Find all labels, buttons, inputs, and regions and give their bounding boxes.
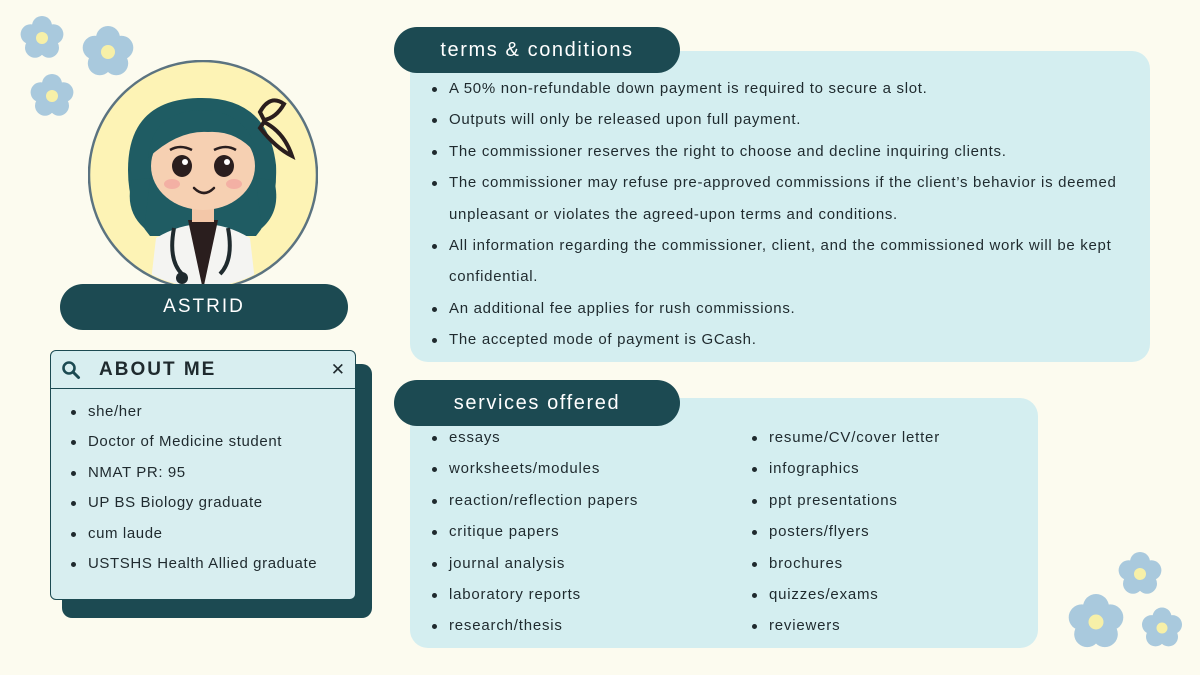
list-item: reviewers (752, 610, 1032, 641)
list-item: cum laude (71, 519, 355, 549)
list-item: Outputs will only be released upon full payment. (432, 104, 1142, 135)
list-item: infographics (752, 453, 1032, 484)
about-title: ABOUT ME (99, 358, 217, 380)
terms-list (432, 73, 1142, 356)
list-item: ppt presentations (752, 485, 1032, 516)
list-item: she/her (71, 397, 355, 427)
list-item: research/thesis (432, 610, 732, 641)
list-item: reaction/reflection papers (432, 485, 732, 516)
doctor-avatar-illustration (88, 60, 318, 290)
about-card (50, 350, 356, 600)
about-list (51, 389, 355, 579)
about-card-header (51, 351, 355, 389)
close-icon[interactable]: ✕ (330, 360, 345, 379)
list-item: An additional fee applies for rush commissions. (432, 293, 1142, 324)
list-item: Doctor of Medicine student (71, 427, 355, 457)
list-item: The commissioner reserves the right to choose and decline inquiring clients. (432, 136, 1142, 167)
list-item: brochures (752, 548, 1032, 579)
flower-icon (1064, 590, 1128, 654)
list-item: UP BS Biology graduate (71, 488, 355, 518)
profile-name: ASTRID (60, 284, 348, 330)
list-item: All information regarding the commissioner, client, and the commissioned work will be kept confidential. (432, 230, 1142, 293)
list-item: worksheets/modules (432, 453, 732, 484)
search-icon[interactable] (61, 360, 81, 380)
list-item: NMAT PR: 95 (71, 458, 355, 488)
list-item: resume/CV/cover letter (752, 422, 1032, 453)
list-item: A 50% non-refundable down payment is required to secure a slot. (432, 73, 1142, 104)
terms-title: terms & conditions (394, 27, 680, 73)
flower-icon (16, 12, 68, 64)
list-item: The accepted mode of payment is GCash. (432, 324, 1142, 355)
list-item: journal analysis (432, 548, 732, 579)
avatar (88, 60, 318, 290)
services-title: services offered (394, 380, 680, 426)
list-item: essays (432, 422, 732, 453)
list-item: laboratory reports (432, 579, 732, 610)
list-item: The commissioner may refuse pre-approved commissions if the client’s behavior is deemed unpleasant or violates the agreed-upon terms and conditions. (432, 167, 1142, 230)
flower-icon (26, 70, 78, 122)
services-list-left (432, 422, 732, 642)
list-item: quizzes/exams (752, 579, 1032, 610)
list-item: USTSHS Health Allied graduate (71, 549, 355, 579)
list-item: critique papers (432, 516, 732, 547)
list-item: posters/flyers (752, 516, 1032, 547)
flower-icon (1138, 604, 1186, 652)
services-list-right (752, 422, 1032, 642)
